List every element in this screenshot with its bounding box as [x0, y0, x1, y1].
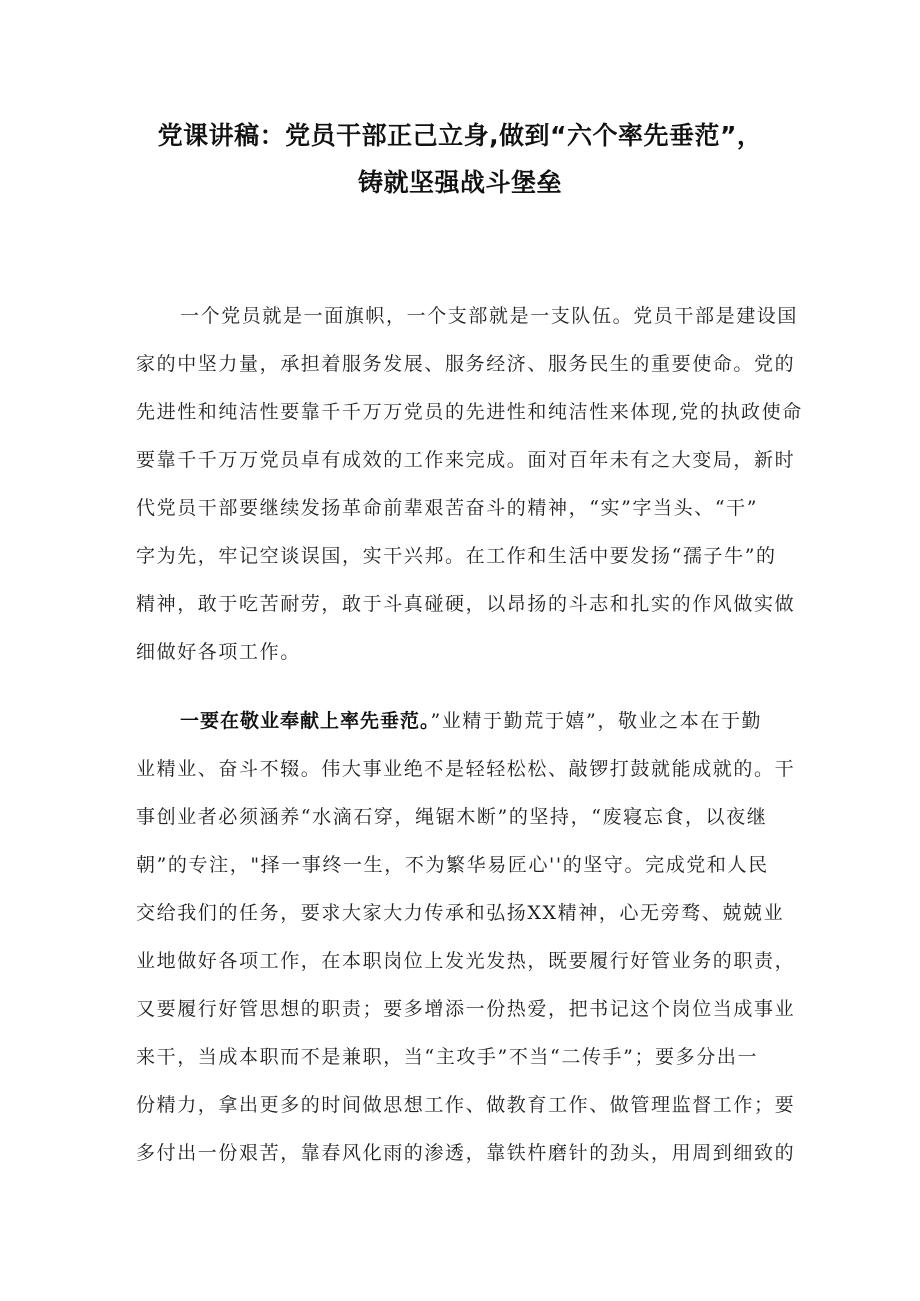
paragraph-line: 来干，当成本职而不是兼职，当“主攻手”不当“二传手”；要多分出一 [136, 1046, 759, 1068]
paragraph-dedication [136, 697, 796, 1177]
paragraph-intro [136, 292, 803, 676]
paragraph-line: 家的中坚力量，承担着服务发展、服务经济、服务民生的重要使命。党的 [136, 353, 796, 375]
document-title [100, 112, 820, 206]
paragraph-line: 字为先，牢记空谈误国，实干兴邦。在工作和生活中要发扬“孺子牛”的 [136, 545, 777, 567]
paragraph-line: 份精力，拿出更多的时间做思想工作、做教育工作、做管理监督工作；要 [136, 1094, 796, 1116]
paragraph-line: 事创业者必须涵养“水滴石穿，绳锯木断”的坚持，“废寝忘食，以夜继 [136, 806, 768, 828]
paragraph-line: 多付出一份艰苦，靠春风化雨的渗透，靠铁杵磨针的劲头，用周到细致的 [136, 1142, 796, 1164]
paragraph-line: 精神，敢于吃苦耐劳，敢于斗真碰硬，以昂扬的斗志和扎实的作风做实做 [136, 593, 796, 615]
paragraph-line: 先进性和纯洁性要靠千千万万党员的先进性和纯洁性来体现,党的执政使命 [136, 401, 803, 423]
paragraph-line: 细做好各项工作。 [136, 641, 301, 663]
title-line-1: 党课讲稿：党员干部正己立身,做到“六个率先垂范”， [157, 121, 763, 150]
paragraph-line: 交给我们的任务，要求大家大力传承和弘扬XX精神，心无旁骛、兢兢业 [136, 902, 785, 924]
paragraph-line-rest: ”业精于勤荒于嬉”，敬业之本在于勤 [430, 710, 763, 732]
section-heading: 一要在敬业奉献上率先垂范。 [180, 710, 431, 732]
paragraph-line: 业地做好各项工作，在本职岗位上发光发热，既要履行好管业务的职责， [136, 950, 796, 972]
paragraph-line: 又要履行好管思想的职责；要多增添一份热爱，把书记这个岗位当成事业 [136, 998, 796, 1020]
paragraph-line: 代党员干部要继续发扬革命前辈艰苦奋斗的精神，“实”字当头、“干” [136, 497, 759, 519]
paragraph-line: 一个党员就是一面旗帜，一个支部就是一支队伍。党员干部是建设国 [180, 305, 799, 327]
paragraph-line: 要靠千千万万党员卓有成效的工作来完成。面对百年未有之大变局，新时 [136, 449, 796, 471]
paragraph-first-line [136, 697, 784, 745]
paragraph-line: 业精业、奋斗不辍。伟大事业绝不是轻轻松松、敲锣打鼓就能成就的。干 [136, 758, 796, 780]
title-line-2: 铸就坚强战斗堡垒 [357, 168, 562, 197]
paragraph-line: 朝”的专注，"择一事终一生，不为繁华易匠心''的坚守。完成党和人民 [136, 854, 769, 876]
